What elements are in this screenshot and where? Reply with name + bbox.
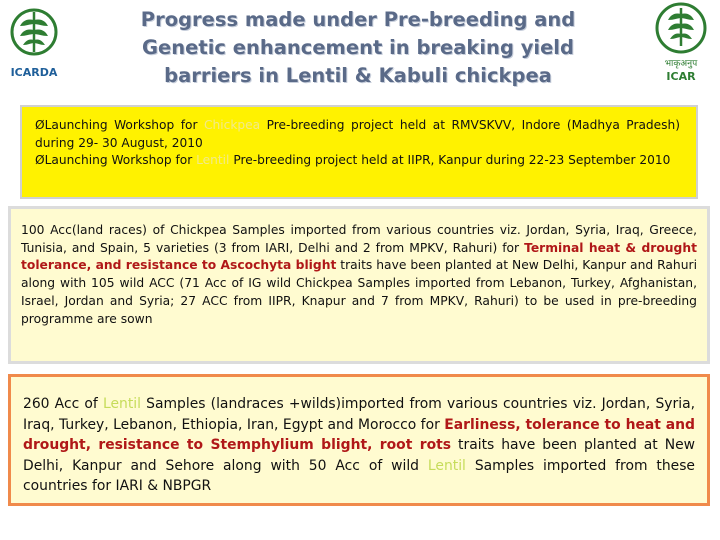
page-title	[88, 6, 628, 90]
workshop-lentil-pre: ØLaunching Workshop for	[35, 153, 197, 167]
chickpea-paragraph	[21, 222, 697, 328]
workshop-chickpea-pre: ØLaunching Workshop for	[35, 118, 205, 132]
crop-lentil-1: Lentil	[102, 396, 141, 412]
lentil-text-mid: Samples (landraces +wilds)imported from various countries viz. Jordan, Syria, Iraq, Turkey, Lebanon, Ethiopia, Iran, Egypt and Morocco for	[23, 396, 695, 433]
workshop-item-chickpea	[35, 117, 680, 152]
lentil-text-end: Samples imported from these countries for IARI & NBPGR	[23, 457, 695, 495]
workshop-item-lentil	[35, 152, 680, 170]
icarda-emblem-icon	[6, 2, 62, 88]
icar-label: ICAR	[666, 70, 696, 83]
title-line-1: Progress made under Pre-breeding and	[140, 8, 576, 31]
title-line-2: Genetic enhancement in breaking yield	[142, 36, 574, 59]
workshops-box	[20, 105, 698, 199]
crop-chickpea: Chickpea	[204, 118, 261, 132]
title-line-3: barriers in Lentil & Kabuli chickpea	[164, 64, 552, 87]
lentil-paragraph	[23, 394, 695, 497]
workshop-lentil-post: Pre-breeding project held at IIPR, Kanpur during 22-23 September 2010	[229, 153, 671, 167]
lentil-text-pre: 260 Acc of	[23, 396, 103, 412]
chickpea-box	[8, 206, 710, 364]
chickpea-traits: Terminal heat & drought tolerance, and resistance to Ascochyta blight	[21, 240, 697, 273]
crop-lentil: Lentil	[196, 153, 230, 167]
icar-hindi-label: भाकृअनुप	[664, 59, 698, 69]
lentil-traits: Earliness, tolerance to heat and drought, resistance to Stemphylium blight, root rots	[23, 416, 695, 454]
chickpea-text-post: traits have been planted at New Delhi, Kanpur and Rahuri along with 105 wild ACC (71 Acc of IG wild Chickpea Samples imported from Lebanon, Turkey, Afghanistan, Israel, Jordan and Syria; 27 ACC from IIPR, Knapur and 7 from MPKV, Rahuri) to be used in pre-breeding programme are sown	[21, 258, 697, 326]
icar-logo	[646, 0, 716, 88]
chickpea-text-pre: 100 Acc(land races) of Chickpea Samples imported from various countries viz. Jordan, Syria, Iraq, Greece, Tunisia, and Spain, 5 varieties (3 from IARI, Delhi and 2 from MPKV, Rahuri) for	[21, 223, 697, 255]
lentil-text-post: traits have been planted at New Delhi, Kanpur and Sehore along with 50 Acc of wild	[23, 437, 695, 474]
icar-emblem-icon	[646, 0, 716, 88]
icarda-label: ICARDA	[10, 66, 58, 79]
crop-lentil-2: Lentil	[427, 457, 466, 474]
workshop-chickpea-post: Pre-breeding project held at RMVSKVV, Indore (Madhya Pradesh) during 29- 30 August, 2010	[35, 118, 680, 150]
icarda-logo	[6, 2, 62, 88]
lentil-box	[8, 374, 710, 506]
